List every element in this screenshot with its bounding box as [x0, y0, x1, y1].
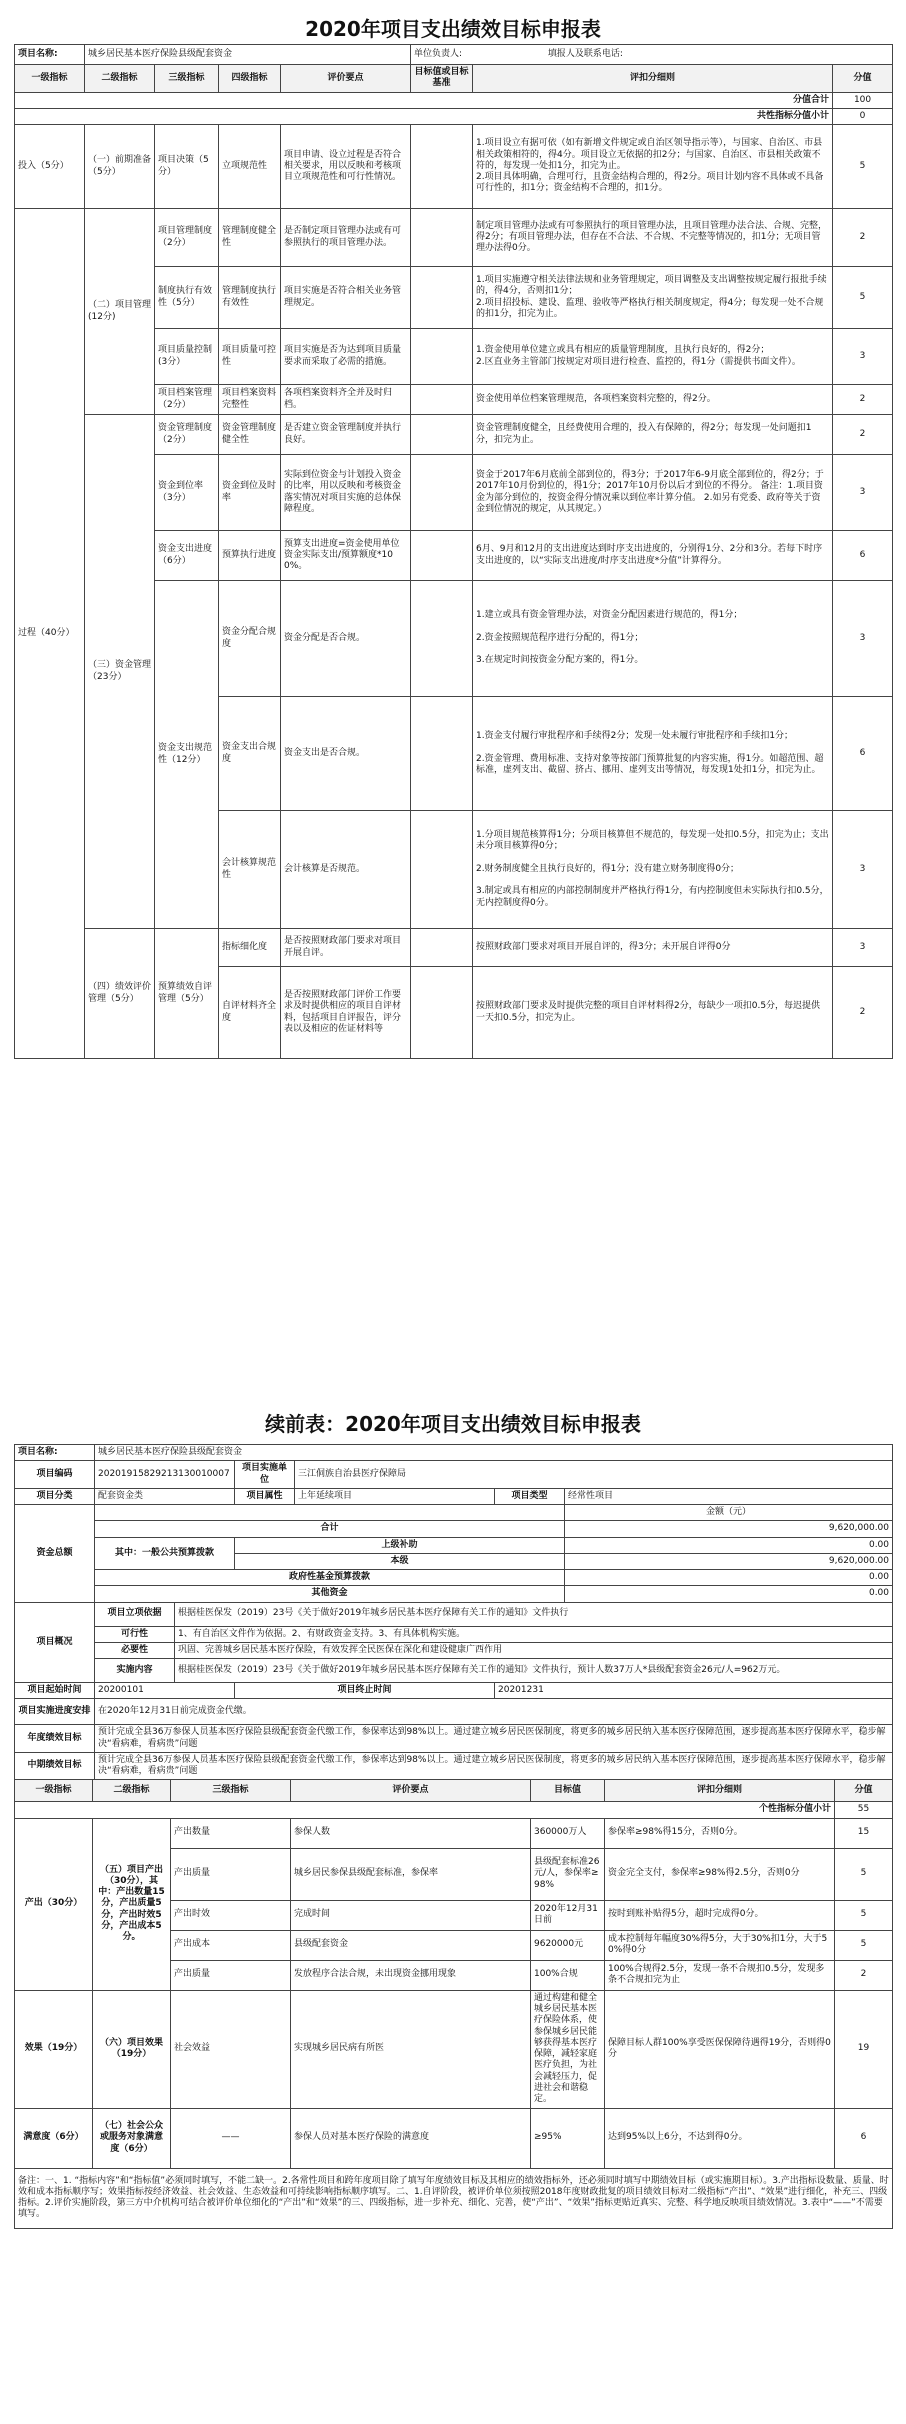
personal-sub-value: 55	[835, 1802, 893, 1818]
point-cell: 参保人数	[291, 1818, 531, 1848]
l3-cell: 项目质量控制(3分）	[155, 329, 219, 385]
score-cell: 5	[835, 1900, 893, 1930]
header-score: 分值	[835, 1780, 893, 1802]
attribute-label: 项目属性	[235, 1488, 295, 1504]
l3-cell: 资金支出规范性（12分）	[155, 581, 219, 929]
rule-cell: 资金于2017年6月底前全部到位的，得3分；于2017年6-9月底全部到位的，得2分；于2017年10月份到位的，得1分；2017年10月份以后才到位的不得分。 备注：1.项目资金为部分到位的，按资金得分情况乘以到位率计算分值。 2.如另有党委、政府等关于资金到位情况的规定，从其规定。）	[473, 455, 833, 531]
header-rule: 评扣分细则	[473, 65, 833, 93]
overview-key: 项目立项依据	[95, 1602, 175, 1626]
personal-sub-label: 个性指标分值小计	[15, 1802, 835, 1818]
unit-label: 项目实施单位	[235, 1461, 295, 1489]
target-cell	[411, 811, 473, 929]
target-cell	[411, 531, 473, 581]
footnote: 备注：一、1. “指标内容”和“指标值”必须同时填写，不能二缺一。2.各常性项目和跨年度项目除了填写年度绩效目标及其相应的绩效指标外，还必须同时填写中期绩效目标（或实施期目标）。3.产出指标设数量、质量、时效和成本指标顺序写；效果指标按经济效益、社会效益、生态效益和可持续影响指标顺序填写。二、1.自评阶段，被评价单位须按照2018年度财政批复的项目绩效目标对二级指标“产出”、“效果”进行细化，补充三、四级指标。2.评价实施阶段，第三方中介机构可结合被评价单位细化的“产出”和“效果”的三、四级指标，进一步补充、细化、完善，使“产出”、“效果”指标更贴近真实、完整、科学地反映项目绩效情况。3.表中“——”不需要填写。	[15, 2168, 893, 2228]
l4-cell: 管理制度健全性	[219, 209, 281, 267]
type-label: 项目类型	[495, 1488, 565, 1504]
page-title: 2020年项目支出绩效目标申报表	[305, 17, 601, 41]
fund-row-value: 9,620,000.00	[565, 1521, 893, 1537]
l4-cell: 资金分配合规度	[219, 581, 281, 697]
common-sub-value: 0	[833, 108, 893, 124]
header-target: 目标值或目标基准	[411, 65, 473, 93]
continued-title: 续前表：2020年项目支出绩效目标申报表	[265, 1412, 641, 1436]
type-value: 经常性项目	[565, 1488, 893, 1504]
rule-cell: 按时到账补贴得5分，超时完成得0分。	[605, 1900, 835, 1930]
score-cell: 15	[835, 1818, 893, 1848]
header-rule: 评扣分细则	[605, 1780, 835, 1802]
target-cell	[411, 929, 473, 967]
point-cell: 项目实施是否符合相关业务管理规定。	[281, 267, 411, 329]
overview-value: 1、有自治区文件作为依据。2、有财政资金支持。3、有具体机构实施。	[175, 1626, 893, 1642]
target-cell	[411, 455, 473, 531]
target-cell: 360000万人	[531, 1818, 605, 1848]
target-cell: 100%合规	[531, 1960, 605, 1990]
table-row	[15, 1818, 893, 1848]
progress-label: 项目实施进度安排	[15, 1699, 95, 1725]
indicator-table-2	[14, 1779, 893, 2228]
rule-cell: 1.资金支付履行审批程序和手续得2分；发现一处未履行审批程序和手续扣1分； 2.资金管理、费用标准、支持对象等按部门预算批复的内容实施，得1分。如超范围、超标准，虚列支出、截留、挤占、挪用、虚列支出等情况，每发现1处扣1分，扣完为止。	[473, 697, 833, 811]
l1-input: 投入（5分）	[15, 125, 85, 209]
l4-cell: 会计核算规范性	[219, 811, 281, 929]
l4-cell: 资金管理制度健全性	[219, 415, 281, 455]
score-cell: 2	[833, 209, 893, 267]
l3-cell: 产出时效	[171, 1900, 291, 1930]
score-total-label: 分值合计	[15, 92, 833, 108]
l2-satisfaction: （七）社会公众或服务对象满意度（6分）	[93, 2108, 171, 2168]
rule-cell: 按照财政部门要求对项目开展自评的，得3分；未开展自评得0分	[473, 929, 833, 967]
fund-row-label: 合计	[95, 1521, 565, 1537]
mid-goal-value: 预计完成全县36万参保人员基本医疗保险县级配套资金代缴工作，参保率达到98%以上。通过建立城乡居民医保制度，将更多的城乡居民纳入基本医疗保障范围，逐步提高基本医疗保障水平，稳步解决“看病难，看病贵”问题	[95, 1752, 893, 1780]
l3-cell: 项目档案管理（2分）	[155, 385, 219, 415]
rule-cell: 参保率≥98%得15分，否则0分。	[605, 1818, 835, 1848]
l1-output: 产出（30分）	[15, 1818, 93, 1990]
year-goal-label: 年度绩效目标	[15, 1725, 95, 1753]
target-cell	[411, 385, 473, 415]
point-cell: 是否按照财政部门评价工作要求及时提供相应的项目自评材料，包括项目自评报告，评分表以及相应的佐证材料等	[281, 967, 411, 1059]
rule-cell: 按照财政部门要求及时提供完整的项目自评材料得2分，每缺少一项扣0.5分，每迟提供一天扣0.5分，扣完为止。	[473, 967, 833, 1059]
l4-cell: 项目档案资料完整性	[219, 385, 281, 415]
point-cell: 实现城乡居民病有所医	[291, 1990, 531, 2108]
point-cell: 发放程序合法合规，未出现资金挪用现象	[291, 1960, 531, 1990]
point-cell: 参保人员对基本医疗保险的满意度	[291, 2108, 531, 2168]
table-row	[15, 2108, 893, 2168]
fund-label: 资金总额	[15, 1505, 95, 1603]
score-cell: 6	[835, 2108, 893, 2168]
l4-cell: 管理制度执行有效性	[219, 267, 281, 329]
table-row	[15, 1990, 893, 2108]
overview-value: 根据桂医保发（2019）23号《关于做好2019年城乡居民基本医疗保障有关工作的通知》文件执行	[175, 1602, 893, 1626]
l3-cell: 产出质量	[171, 1960, 291, 1990]
l3-cell: 产出质量	[171, 1848, 291, 1900]
rule-cell: 100%合规得2.5分，发现一条不合规扣0.5分，发现多条不合规扣完为止	[605, 1960, 835, 1990]
l4-cell: 立项规范性	[219, 125, 281, 209]
l3-cell: 制度执行有效性（5分）	[155, 267, 219, 329]
score-cell: 5	[835, 1848, 893, 1900]
rule-cell: 6月、9月和12月的支出进度达到时序支出进度的，分别得1分、2分和3分。若每下时序支出进度的，以“实际支出进度/时序支出进度*分值”计算得分。	[473, 531, 833, 581]
overview-key: 必要性	[95, 1642, 175, 1658]
header-l2: 二级指标	[85, 65, 155, 93]
l3-cell: 资金到位率（3分）	[155, 455, 219, 531]
l2-eval-mgmt: （四）绩效评价管理（5分）	[85, 929, 155, 1059]
rule-cell: 成本控制每年幅度30%得5分，大于30%扣1分，大于50%得0分	[605, 1930, 835, 1960]
point-cell: 项目实施是否为达到项目质量要求而采取了必需的措施。	[281, 329, 411, 385]
point-cell: 城乡居民参保县级配套标准，参保率	[291, 1848, 531, 1900]
header-l3: 三级指标	[155, 65, 219, 93]
point-cell: 实际到位资金与计划投入资金的比率，用以反映和考核资金落实情况对项目实施的总体保障程度。	[281, 455, 411, 531]
header-point: 评价要点	[291, 1780, 531, 1802]
overview-label: 项目概况	[15, 1602, 95, 1683]
point-cell: 资金支出是否合规。	[281, 697, 411, 811]
l1-satisfaction: 满意度（6分）	[15, 2108, 93, 2168]
year-goal-value: 预计完成全县36万参保人员基本医疗保险县级配套资金代缴工作，参保率达到98%以上。通过建立城乡居民医保制度，将更多的城乡居民纳入基本医疗保障范围，逐步提高基本医疗保障水平，稳步解决“看病难，看病贵”问题	[95, 1725, 893, 1753]
l4-cell: 项目质量可控性	[219, 329, 281, 385]
overview-key: 可行性	[95, 1626, 175, 1642]
target-cell: 县级配套标准26元/人，参保率≥98%	[531, 1848, 605, 1900]
fund-row-value: 0.00	[565, 1537, 893, 1553]
header-l3: 三级指标	[171, 1780, 291, 1802]
fund-row-value: 0.00	[565, 1586, 893, 1602]
project-name-label: 项目名称:	[15, 45, 85, 65]
project-name-value: 城乡居民基本医疗保险县级配套资金	[85, 45, 411, 65]
rule-cell: 1.项目设立有据可依（如有新增文件规定或自治区领导指示等），与国家、自治区、市县相关政策相符的，得4分。项目设立无依据的扣2分；与国家、自治区、市县相关政策不符的，每发现一处扣1分，扣完为止。 2.项目具体明确，合理可行，且资金结构合理的，得2分。项目计划内容不具体或不具备可行性的，扣1分；资金结构不合理的，扣1分。	[473, 125, 833, 209]
l2-prep: （一）前期准备（5分）	[85, 125, 155, 209]
code-label: 项目编码	[15, 1461, 95, 1489]
header-l2: 二级指标	[93, 1780, 171, 1802]
point-cell: 县级配套资金	[291, 1930, 531, 1960]
end-value: 20201231	[495, 1683, 893, 1699]
category-label: 项目分类	[15, 1488, 95, 1504]
header-l1: 一级指标	[15, 1780, 93, 1802]
l4-cell: 自评材料齐全度	[219, 967, 281, 1059]
end-label: 项目终止时间	[235, 1683, 495, 1699]
header-l1: 一级指标	[15, 65, 85, 93]
overview-value: 根据桂医保发（2019）23号《关于做好2019年城乡居民基本医疗保障有关工作的通知》文件执行，预计人数37万人*县级配套资金26元/人=962万元。	[175, 1659, 893, 1683]
start-label: 项目起始时间	[15, 1683, 95, 1699]
score-cell: 3	[833, 929, 893, 967]
score-cell: 3	[833, 455, 893, 531]
fund-row-value: 0.00	[565, 1570, 893, 1586]
score-cell: 3	[833, 329, 893, 385]
common-sub-label: 共性指标分值小计	[15, 108, 833, 124]
l4-cell: 资金到位及时率	[219, 455, 281, 531]
rule-cell: 制定项目管理办法或有可参照执行的项目管理办法，且项目管理办法合法、合规、完整，得2分；有项目管理办法，但存在不合法、不合规、不完整等情况的，扣1分；无项目管理办法得0分。	[473, 209, 833, 267]
target-cell: ≥95%	[531, 2108, 605, 2168]
l2-project-mgmt: （二）项目管理(12分)	[85, 209, 155, 415]
rule-cell: 资金管理制度健全，且经费使用合理的，投入有保障的，得2分；每发现一处问题扣1分，扣完为止。	[473, 415, 833, 455]
fund-row-label: 上级补助	[235, 1537, 565, 1553]
amount-unit: 金额（元）	[565, 1505, 893, 1521]
score-cell: 5	[833, 125, 893, 209]
l1-process: 过程（40分）	[15, 209, 85, 1059]
overview-key: 实施内容	[95, 1659, 175, 1683]
target-cell	[411, 267, 473, 329]
rule-cell: 保障目标人群100%享受医保保障待遇得19分，否则得0分	[605, 1990, 835, 2108]
fund-row-value: 9,620,000.00	[565, 1553, 893, 1569]
l3-cell: 预算绩效自评管理（5分）	[155, 929, 219, 1059]
target-cell	[411, 697, 473, 811]
header-score: 分值	[833, 65, 893, 93]
progress-value: 在2020年12月31日前完成资金代缴。	[95, 1699, 893, 1725]
target-cell	[411, 209, 473, 267]
target-cell	[411, 415, 473, 455]
score-cell: 6	[833, 531, 893, 581]
l3-cell: ——	[171, 2108, 291, 2168]
target-cell	[411, 329, 473, 385]
l4-cell: 资金支出合规度	[219, 697, 281, 811]
target-cell	[411, 125, 473, 209]
l4-cell: 指标细化度	[219, 929, 281, 967]
score-cell: 3	[833, 581, 893, 697]
main-form	[14, 14, 892, 1059]
header-point: 评价要点	[281, 65, 411, 93]
l2-fund-mgmt: （三）资金管理（23分）	[85, 415, 155, 929]
l3-cell: 产出数量	[171, 1818, 291, 1848]
rule-cell: 1.分项目规范核算得1分；分项目核算但不规范的，每发现一处扣0.5分，扣完为止；支出未分项目核算得0分； 2.财务制度健全且执行良好的，得1分；没有建立财务制度得0分； 3.制定或具有相应的内部控制制度并严格执行得1分，有内控制度但未实际执行扣0.5分，无内控制度得0分。	[473, 811, 833, 929]
point-cell: 各项档案资料齐全并及时归档。	[281, 385, 411, 415]
header-l4: 四级指标	[219, 65, 281, 93]
score-cell: 3	[833, 811, 893, 929]
target-cell: 通过构建和健全城乡居民基本医疗保险体系，使参保城乡居民能够获得基本医疗保障，减轻家庭医疗负担，为社会减轻压力，促进社会和谐稳定。	[531, 1990, 605, 2108]
info-table	[14, 1444, 893, 1780]
project-name-value-2: 城乡居民基本医疗保险县级配套资金	[95, 1445, 893, 1461]
score-cell: 2	[833, 415, 893, 455]
table-row	[15, 125, 893, 209]
overview-value: 巩固、完善城乡居民基本医疗保险，有效发挥全民医保在深化和建设健康广西作用	[175, 1642, 893, 1658]
project-name-label-2: 项目名称:	[15, 1445, 95, 1461]
point-cell: 会计核算是否规范。	[281, 811, 411, 929]
fund-row-label: 本级	[235, 1553, 565, 1569]
point-cell: 是否建立资金管理制度并执行良好。	[281, 415, 411, 455]
score-cell: 5	[833, 267, 893, 329]
rule-cell: 资金完全支付，参保率≥98%得2.5分，否则0分	[605, 1848, 835, 1900]
score-cell: 6	[833, 697, 893, 811]
table-row	[15, 929, 893, 967]
point-cell: 完成时间	[291, 1900, 531, 1930]
rule-cell: 1.项目实施遵守相关法律法规和业务管理规定，项目调整及支出调整按规定履行报批手续的，得4分，否则扣1分； 2.项目招投标、建设、监理、验收等严格执行相关制度规定，得4分；每发现一处不合规的扣1分，扣完为止。	[473, 267, 833, 329]
score-cell: 2	[833, 967, 893, 1059]
rule-cell: 1.建立或具有资金管理办法，对资金分配因素进行规范的，得1分； 2.资金按照规范程序进行分配的，得1分； 3.在规定时间按资金分配方案的，得1分。	[473, 581, 833, 697]
point-cell: 项目申请、设立过程是否符合相关要求，用以反映和考核项目立项规范性和可行性情况。	[281, 125, 411, 209]
indicator-table	[14, 44, 893, 1059]
l2-output: （五）项目产出（30分），其中：产出数量15分，产出质量5分，产出时效5分，产出成本5分。	[93, 1818, 171, 1990]
code-value: 20201915829213130010007	[95, 1461, 235, 1489]
point-cell: 资金分配是否合规。	[281, 581, 411, 697]
l3-cell: 资金支出进度（6分）	[155, 531, 219, 581]
target-cell: 2020年12月31日前	[531, 1900, 605, 1930]
score-cell: 5	[835, 1930, 893, 1960]
filler-label: 填报人及联系电话:	[547, 48, 623, 59]
score-total-value: 100	[833, 92, 893, 108]
l1-effect: 效果（19分）	[15, 1990, 93, 2108]
general-budget-label: 其中：一般公共预算拨款	[95, 1537, 235, 1570]
l3-cell: 社会效益	[171, 1990, 291, 2108]
rule-cell: 达到95%以上6分，不达到得0分。	[605, 2108, 835, 2168]
score-cell: 2	[835, 1960, 893, 1990]
mid-goal-label: 中期绩效目标	[15, 1752, 95, 1780]
rule-cell: 1.资金使用单位建立或具有相应的质量管理制度，且执行良好的，得2分； 2.区直业务主管部门按规定对项目进行检查、监控的，得1分（需提供书面文件）。	[473, 329, 833, 385]
unit-leader-label: 单位负责人:	[414, 48, 463, 59]
score-cell: 2	[833, 385, 893, 415]
start-value: 20200101	[95, 1683, 235, 1699]
fund-row-label: 政府性基金预算拨款	[95, 1570, 565, 1586]
fund-row-label: 其他资金	[95, 1586, 565, 1602]
header-target: 目标值	[531, 1780, 605, 1802]
target-cell	[411, 967, 473, 1059]
table-row	[15, 415, 893, 455]
unit-value: 三江侗族自治县医疗保障局	[295, 1461, 893, 1489]
point-cell: 是否按照财政部门要求对项目开展自评。	[281, 929, 411, 967]
l3-cell: 资金管理制度（2分）	[155, 415, 219, 455]
rule-cell: 资金使用单位档案管理规范，各项档案资料完整的，得2分。	[473, 385, 833, 415]
l3-cell: 项目管理制度（2分）	[155, 209, 219, 267]
l4-cell: 预算执行进度	[219, 531, 281, 581]
score-cell: 19	[835, 1990, 893, 2108]
target-cell: 9620000元	[531, 1930, 605, 1960]
point-cell: 预算支出进度=资金使用单位资金实际支出/预算额度*100%。	[281, 531, 411, 581]
point-cell: 是否制定项目管理办法或有可参照执行的项目管理办法。	[281, 209, 411, 267]
target-cell	[411, 581, 473, 697]
l2-effect: （六）项目效果（19分）	[93, 1990, 171, 2108]
l3-cell: 产出成本	[171, 1930, 291, 1960]
category-value: 配套资金类	[95, 1488, 235, 1504]
continued-form	[14, 1404, 892, 2229]
l3-cell: 项目决策（5分）	[155, 125, 219, 209]
table-row	[15, 209, 893, 267]
attribute-value: 上年延续项目	[295, 1488, 495, 1504]
